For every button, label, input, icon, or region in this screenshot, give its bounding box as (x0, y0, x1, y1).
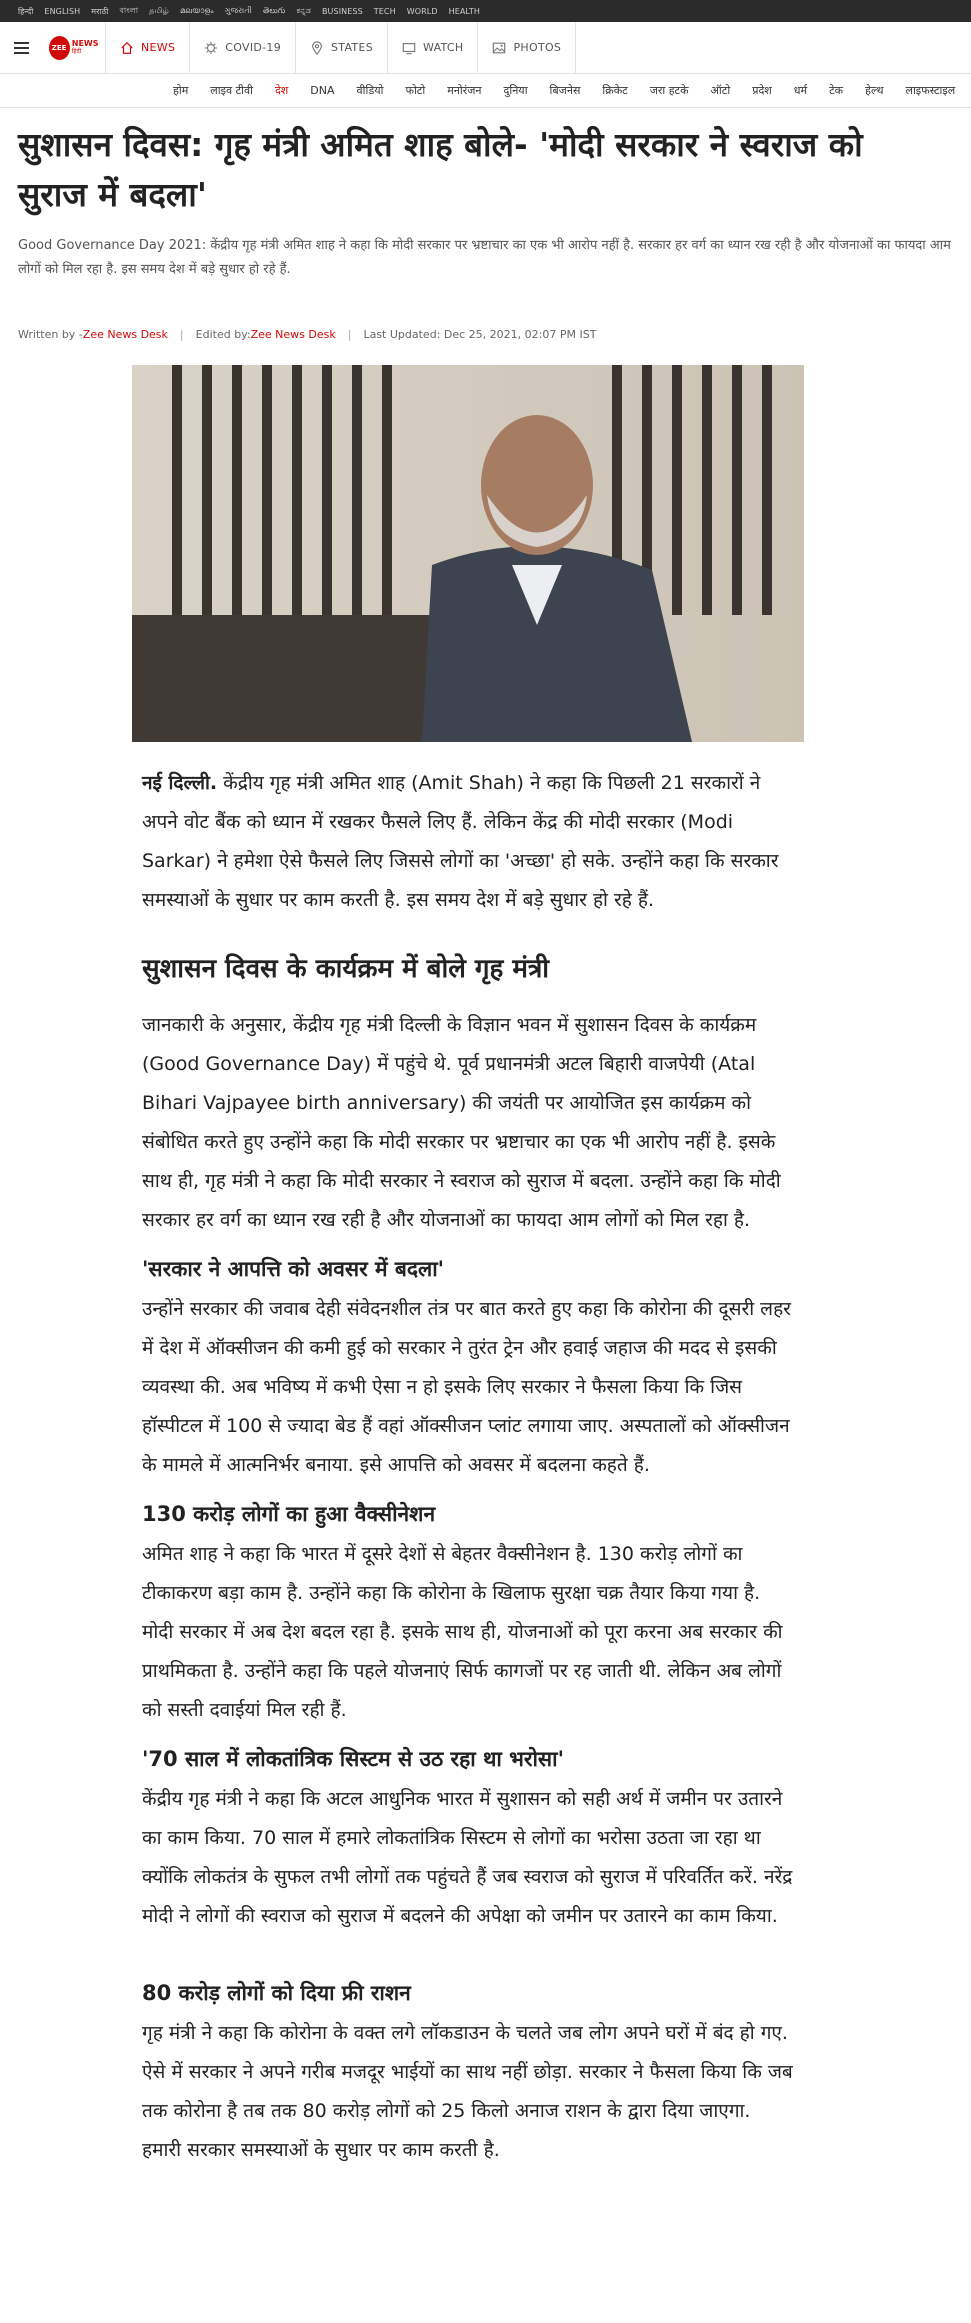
nav-tech[interactable]: टेक (829, 84, 844, 97)
logo-text: NEWS (71, 38, 99, 48)
subheading-4: '70 साल में लोकतांत्रिक सिस्टम से उठ रहा था भरोसा' (142, 1747, 564, 1771)
lang-link-tamil[interactable]: தமிழ் (149, 6, 169, 15)
main-header (0, 22, 971, 74)
lang-link-health[interactable]: HEALTH (448, 6, 480, 16)
paragraph-1 (142, 764, 794, 920)
tab-photos[interactable] (478, 22, 576, 73)
byline: Written by - Zee News Desk | Edited by: Zee News Desk | Last Updated: Dec 25, 2021, 02:07 PM IST (18, 328, 597, 341)
nav-world[interactable]: दुनिया (503, 84, 528, 97)
tab-covid[interactable] (190, 22, 296, 73)
subheading-3: 130 करोड़ लोगों का हुआ वैक्सीनेशन (142, 1502, 436, 1526)
subheading-2: 'सरकार ने आपत्ति को अवसर में बदला' (142, 1257, 445, 1281)
paragraph-3: उन्होंने सरकार की जवाब देही संवेदनशील तंत्र पर बात करते हुए कहा कि कोरोना की दूसरी लहर में देश में ऑक्सीजन की कमी हुई को सरकार ने तुरंत ट्रेन और हवाई जहाज की मदद से इसकी व्यवस्था की. अब भविष्य में कभी ऐसा न हो इसके लिए सरकार ने फैसला किया कि जिस हॉस्पीटल में 100 से ज्यादा बेड हैं वहां ऑक्सीजन प्लांट लगाया जाए. अस्पतालों को ऑक्सीजन के मामले में आत्मनिर्भर बनाया. इसे आपत्ति को अवसर में बदलना कहते हैं. (142, 1298, 791, 1476)
paragraph-6: गृह मंत्री ने कहा कि कोरोना के वक्त लगे लॉकडाउन के चलते जब लोग अपने घरों में बंद हो गए. ऐसे में सरकार ने अपने गरीब मजदूर भाईयों का साथ नहीं छोड़ा. सरकार ने फैसला किया कि जब तक कोरोना है तब तक 80 करोड़ लोगों को 25 किलो अनाज राशन के द्वारा दिया जाएगा. हमारी सरकार समस्याओं के सुधार पर काम करती है. (142, 2022, 793, 2161)
article-headline: सुशासन दिवस: गृह मंत्री अमित शाह बोले- 'मोदी सरकार ने स्वराज को सुराज में बदला' (18, 125, 863, 214)
tab-covid-label: COVID-19 (225, 41, 282, 54)
tab-photos-label: PHOTOS (513, 41, 562, 54)
lang-link-tech[interactable]: TECH (373, 6, 396, 16)
nav-lifestyle[interactable]: लाइफस्टाइल (905, 84, 956, 97)
tab-news-label: NEWS (141, 41, 176, 54)
lang-link-kannada[interactable]: ಕನ್ನಡ (296, 6, 311, 15)
paragraph-4: अमित शाह ने कहा कि भारत में दूसरे देशों से बेहतर वैक्सीनेशन है. 130 करोड़ लोगों का टीकाकरण बड़ा काम है. उन्होंने कहा कि कोरोना के खिलाफ सुरक्षा चक्र तैयार किया गया है. मोदी सरकार में अब देश बदल रहा है. इसके साथ ही, योजनाओं को पूरा करना अब सरकार की प्राथमिकता है. उन्होंने कहा कि पहले योजनाएं सिर्फ कागजों पर रह जाती थी. लेकिन अब लोगों को सस्ती दवाईयां मिल रही हैं. (142, 1543, 783, 1721)
home-icon (120, 41, 134, 55)
lang-link-gujarati[interactable]: ગુજરાતી (224, 6, 253, 15)
written-by-label: Written by - (18, 328, 83, 341)
tab-states-label: STATES (331, 41, 373, 54)
article-body (142, 764, 794, 2170)
location-pin-icon (310, 41, 324, 55)
paragraph-5: केंद्रीय गृह मंत्री ने कहा कि अटल आधुनिक भारत में सुशासन को सही अर्थ में जमीन पर उतारने का काम किया. 70 साल में हमारे लोकतांत्रिक सिस्टम से लोगों का भरोसा उठता जा रहा था क्योंकि लोकतंत्र के सुफल तभी लोगों तक पहुंचते हैं जब स्वराज को सुराज में परिवर्तित करें. नरेंद्र मोदी ने लोगों की स्वराज को सुराज में बदलने की अपेक्षा को जमीन पर उतारने का काम किया. (142, 1788, 793, 1927)
lang-link-hindi[interactable]: हिन्दी (18, 6, 34, 16)
subheading-1: सुशासन दिवस के कार्यक्रम में बोले गृह मंत्री (142, 954, 550, 984)
article-summary: Good Governance Day 2021: केंद्रीय गृह मंत्री अमित शाह ने कहा कि मोदी सरकार पर भ्रष्टाचार का एक भी आरोप नहीं है. सरकार हर वर्ग का ध्यान रख रही है और योजनाओं का फायदा आम लोगों को मिल रहा है. इस समय देश में बड़े सुधार हो रहे हैं. (18, 238, 951, 277)
paragraph-1-text: केंद्रीय गृह मंत्री अमित शाह (Amit Shah) ने कहा कि पिछली 21 सरकारों ने अपने वोट बैंक को ध्यान में रखकर फैसले लिए हैं. लेकिन केंद्र की मोदी सरकार (Modi Sarkar) ने हमेशा ऐसे फैसले लिए जिससे लोगों का 'अच्छा' हो सके. उन्होंने कहा कि सरकार समस्याओं के सुधार पर काम करती है. इस समय देश में बड़े सुधार हो रहे हैं. (142, 772, 779, 911)
image-icon (492, 41, 506, 55)
dateline: नई दिल्ली. (142, 772, 218, 794)
tab-news[interactable] (106, 22, 190, 73)
lang-link-bangla[interactable]: বাংলা (119, 5, 139, 15)
nav-desh[interactable]: देश (274, 84, 289, 97)
site-logo[interactable] (42, 22, 106, 73)
nav-home[interactable]: होम (173, 84, 189, 97)
nav-video[interactable]: वीडियो (356, 84, 384, 97)
tab-watch-label: WATCH (423, 41, 464, 54)
nav-health[interactable]: हेल्थ (865, 84, 884, 97)
lang-link-english[interactable]: ENGLISH (44, 6, 81, 16)
last-updated: Last Updated: Dec 25, 2021, 02:07 PM IST (363, 328, 597, 341)
language-bar (0, 0, 971, 22)
lang-link-business[interactable]: BUSINESS (321, 6, 363, 16)
tab-watch[interactable] (388, 22, 478, 73)
nav-live-tv[interactable]: लाइव टीवी (210, 84, 253, 97)
lang-link-marathi[interactable]: मराठी (91, 6, 109, 16)
edited-by-label: Edited by: (195, 328, 251, 341)
article-hero-image (132, 365, 804, 742)
nav-cricket[interactable]: क्रिकेट (602, 84, 628, 97)
paragraph-2: जानकारी के अनुसार, केंद्रीय गृह मंत्री दिल्ली के विज्ञान भवन में सुशासन दिवस के कार्यक्रम (Good Governance Day) में पहुंचे थे. पूर्व प्रधानमंत्री अटल बिहारी वाजपेयी (Atal Bihari Vajpayee birth anniversary) की जयंती पर आयोजित इस कार्यक्रम को संबोधित करते हुए उन्होंने कहा कि मोदी सरकार पर भ्रष्टाचार का एक भी आरोप नहीं है. इसके साथ ही, गृह मंत्री ने कहा कि मोदी सरकार ने स्वराज को सुराज में बदला. उन्होंने कहा कि मोदी सरकार हर वर्ग का ध्यान रख रही है और योजनाओं का फायदा आम लोगों को मिल रहा है. (142, 1014, 781, 1231)
nav-pradesh[interactable]: प्रदेश (752, 84, 772, 97)
editor-link[interactable]: Zee News Desk (250, 328, 336, 341)
category-nav (0, 74, 971, 108)
article (0, 120, 971, 341)
speaker-photo-illustration (132, 365, 804, 742)
lang-link-telugu[interactable]: తెలుగు (263, 5, 286, 15)
nav-auto[interactable]: ऑटो (710, 84, 731, 97)
author-link[interactable]: Zee News Desk (82, 328, 168, 341)
hamburger-menu-icon[interactable] (0, 22, 42, 73)
nav-dharm[interactable]: धर्म (793, 84, 808, 97)
nav-zara-hatke[interactable]: जरा हटके (649, 84, 689, 97)
nav-dna[interactable]: DNA (310, 84, 335, 97)
virus-icon (204, 41, 218, 55)
tv-icon (402, 41, 416, 55)
nav-photo[interactable]: फोटो (405, 84, 426, 97)
logo-circle: ZEE (49, 36, 70, 60)
subheading-5: 80 करोड़ लोगों को दिया फ्री राशन (142, 1981, 411, 2005)
nav-entertainment[interactable]: मनोरंजन (447, 84, 482, 97)
logo-subtext: हिंदी (71, 47, 82, 55)
nav-business[interactable]: बिजनेस (549, 84, 581, 97)
lang-link-malayalam[interactable]: മലയാളം (179, 6, 214, 15)
lang-link-world[interactable]: WORLD (406, 6, 438, 16)
tab-states[interactable] (296, 22, 388, 73)
